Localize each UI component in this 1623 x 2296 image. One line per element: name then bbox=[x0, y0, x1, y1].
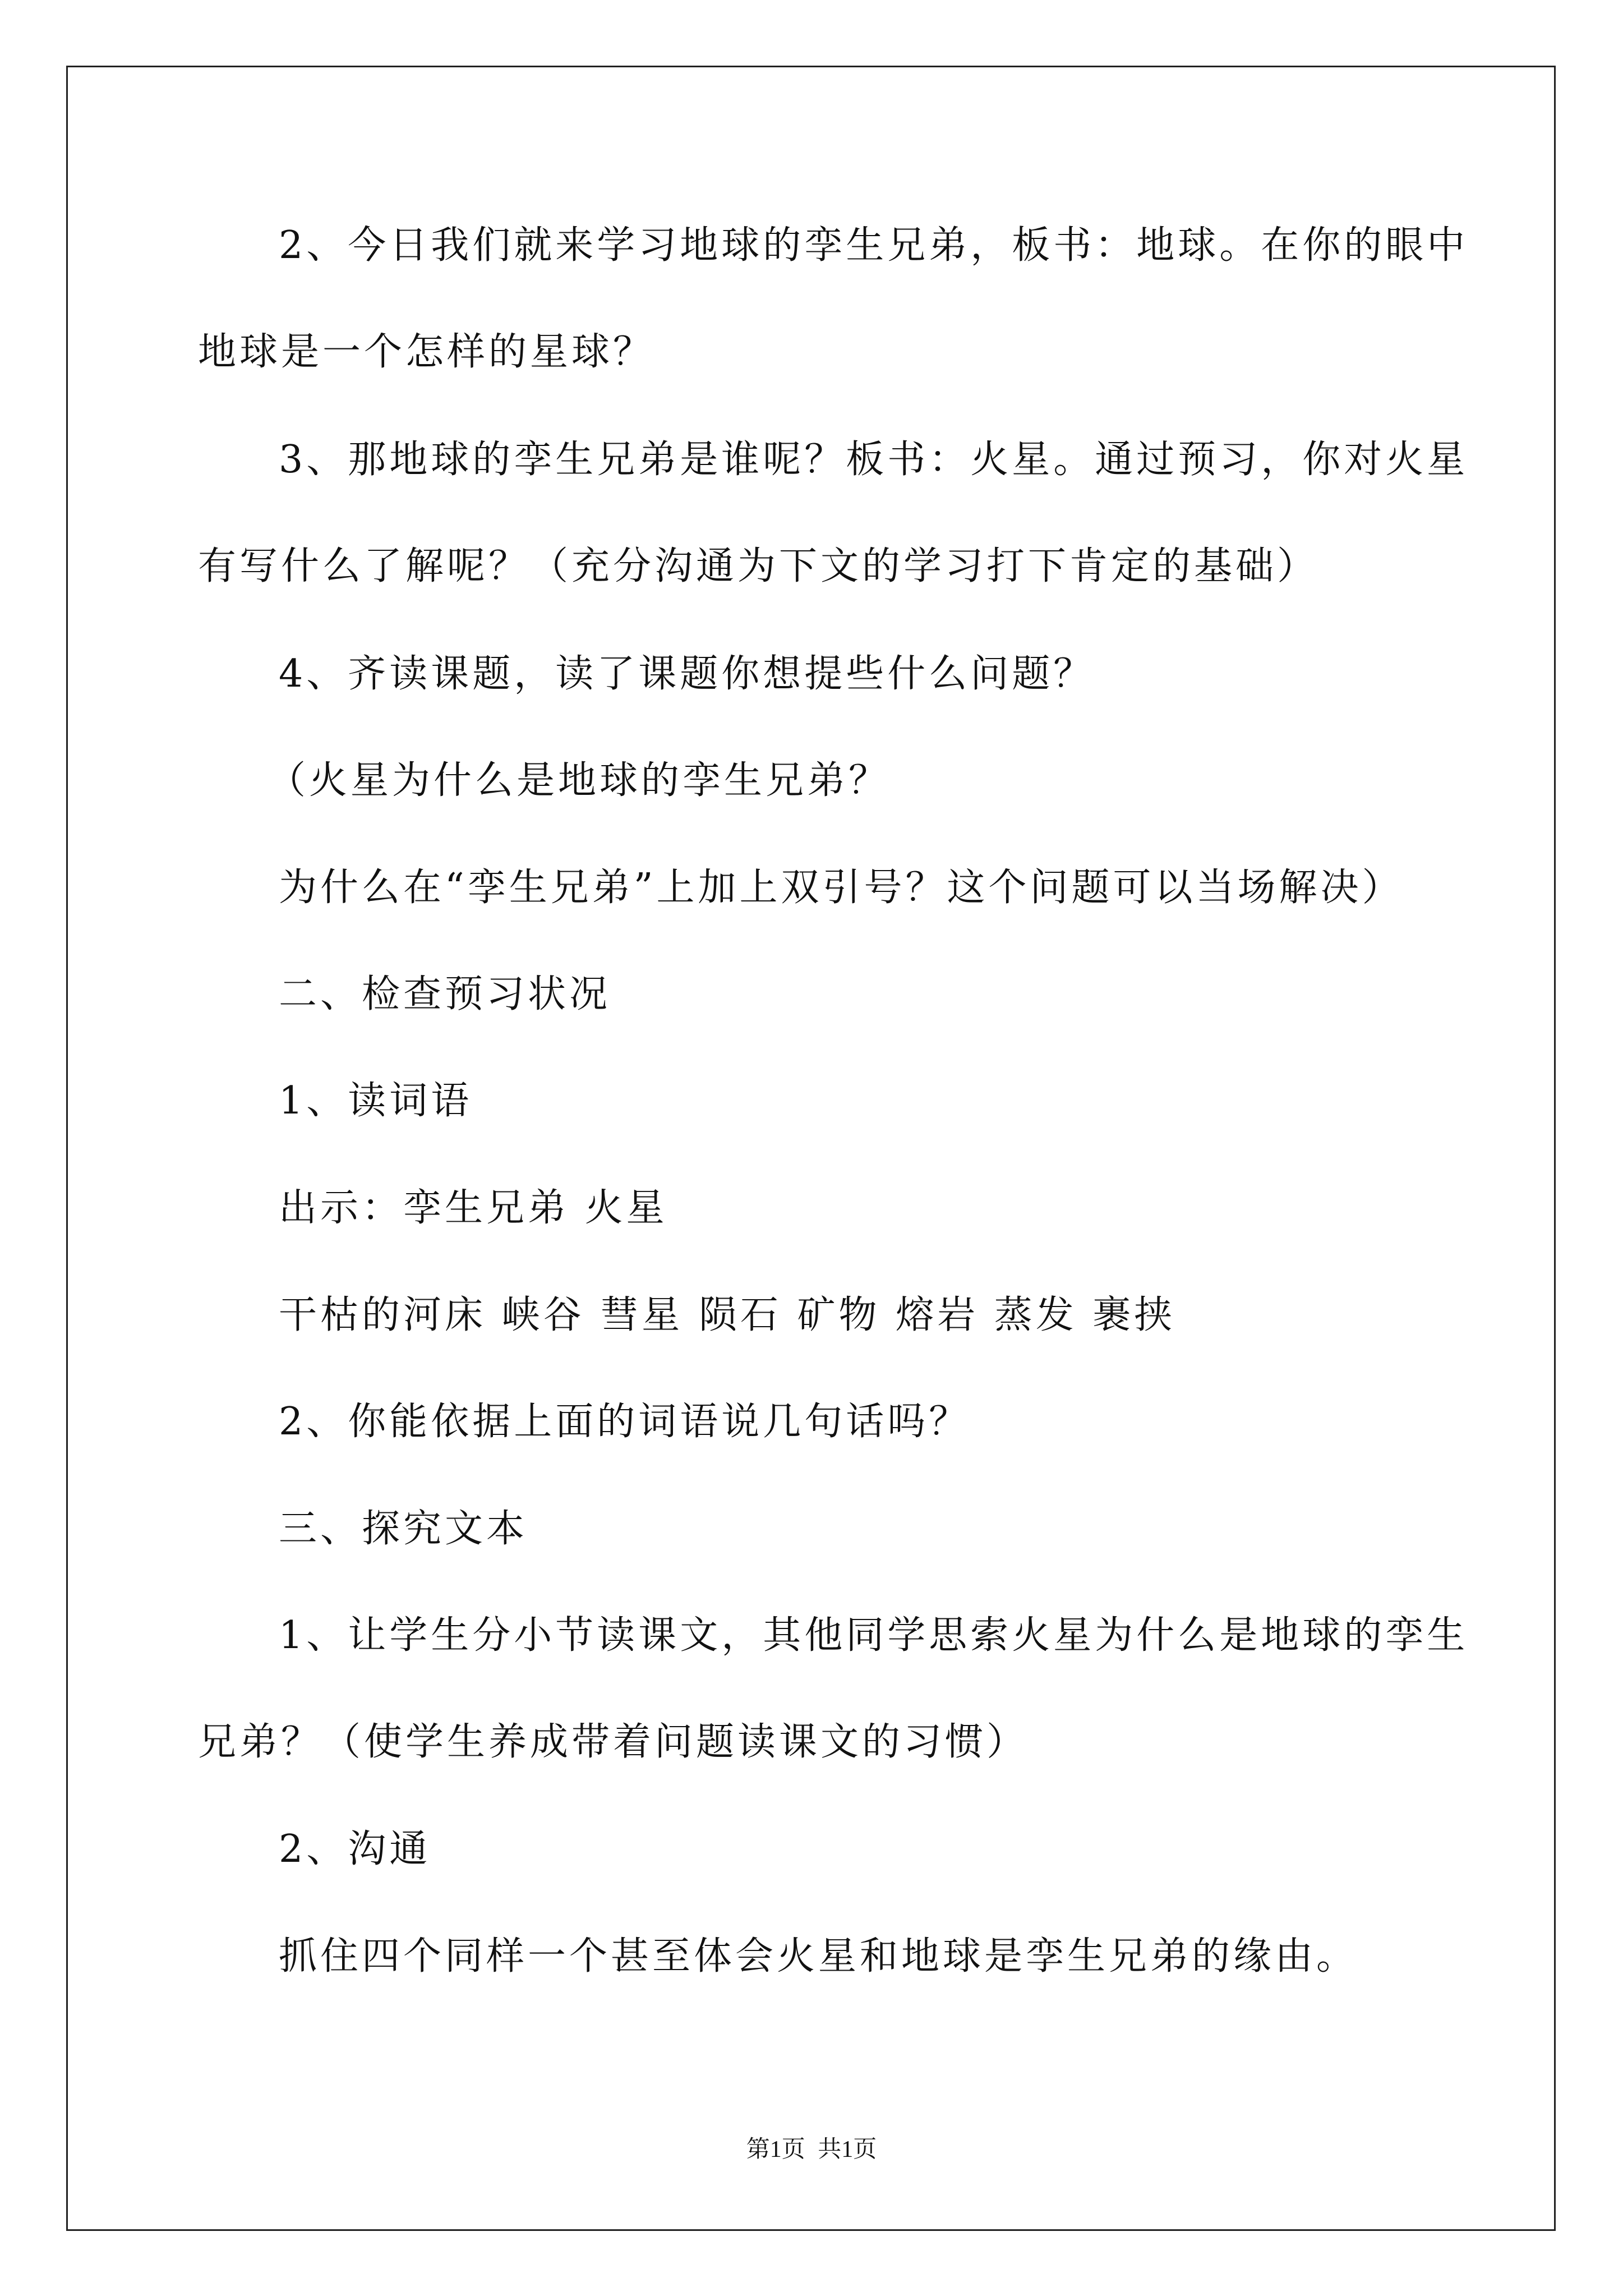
paragraph-line: 2、沟通 bbox=[279, 1827, 431, 1871]
paragraph-line: 为什么在“孪生兄弟”上加上双引号？这个问题可以当场解决） bbox=[279, 866, 1404, 910]
paragraph-line: 2、今日我们就来学习地球的孪生兄弟，板书：地球。在你的眼中 bbox=[279, 223, 1469, 268]
paragraph-line: 1、让学生分小节读课文，其他同学思索火星为什么是地球的孪生 bbox=[279, 1613, 1469, 1658]
page-total: 共1页 bbox=[818, 2137, 877, 2162]
paragraph-line: （火星为什么是地球的孪生兄弟？ bbox=[268, 758, 891, 803]
paragraph-line: 兄弟？（使学生养成带着问题读课文的习惯） bbox=[198, 1720, 1029, 1764]
paragraph-line: 1、读词语 bbox=[279, 1079, 473, 1123]
paragraph-line: 干枯的河床 峡谷 彗星 陨石 矿物 熔岩 蒸发 裹挟 bbox=[279, 1293, 1176, 1337]
paragraph-line: 3、那地球的孪生兄弟是谁呢？板书：火星。通过预习，你对火星 bbox=[279, 438, 1469, 482]
section-heading: 二、检查预习状况 bbox=[279, 972, 611, 1016]
page-border bbox=[66, 66, 1556, 2231]
section-heading: 三、探究文本 bbox=[279, 1507, 528, 1551]
paragraph-line: 抓住四个同样一个甚至体会火星和地球是孪生兄弟的缘由。 bbox=[279, 1934, 1358, 1978]
paragraph-line: 有写什么了解呢？（充分沟通为下文的学习打下肯定的基础） bbox=[198, 544, 1319, 588]
page-number: 第1页 bbox=[746, 2137, 805, 2162]
paragraph-line: 出示：孪生兄弟 火星 bbox=[279, 1186, 668, 1230]
paragraph-line: 4、齐读课题，读了课题你想提些什么问题？ bbox=[279, 652, 1095, 696]
paragraph-line: 地球是一个怎样的星球？ bbox=[198, 330, 655, 374]
paragraph-line: 2、你能依据上面的词语说几句话吗？ bbox=[279, 1400, 971, 1444]
page-footer bbox=[0, 2136, 1623, 2164]
